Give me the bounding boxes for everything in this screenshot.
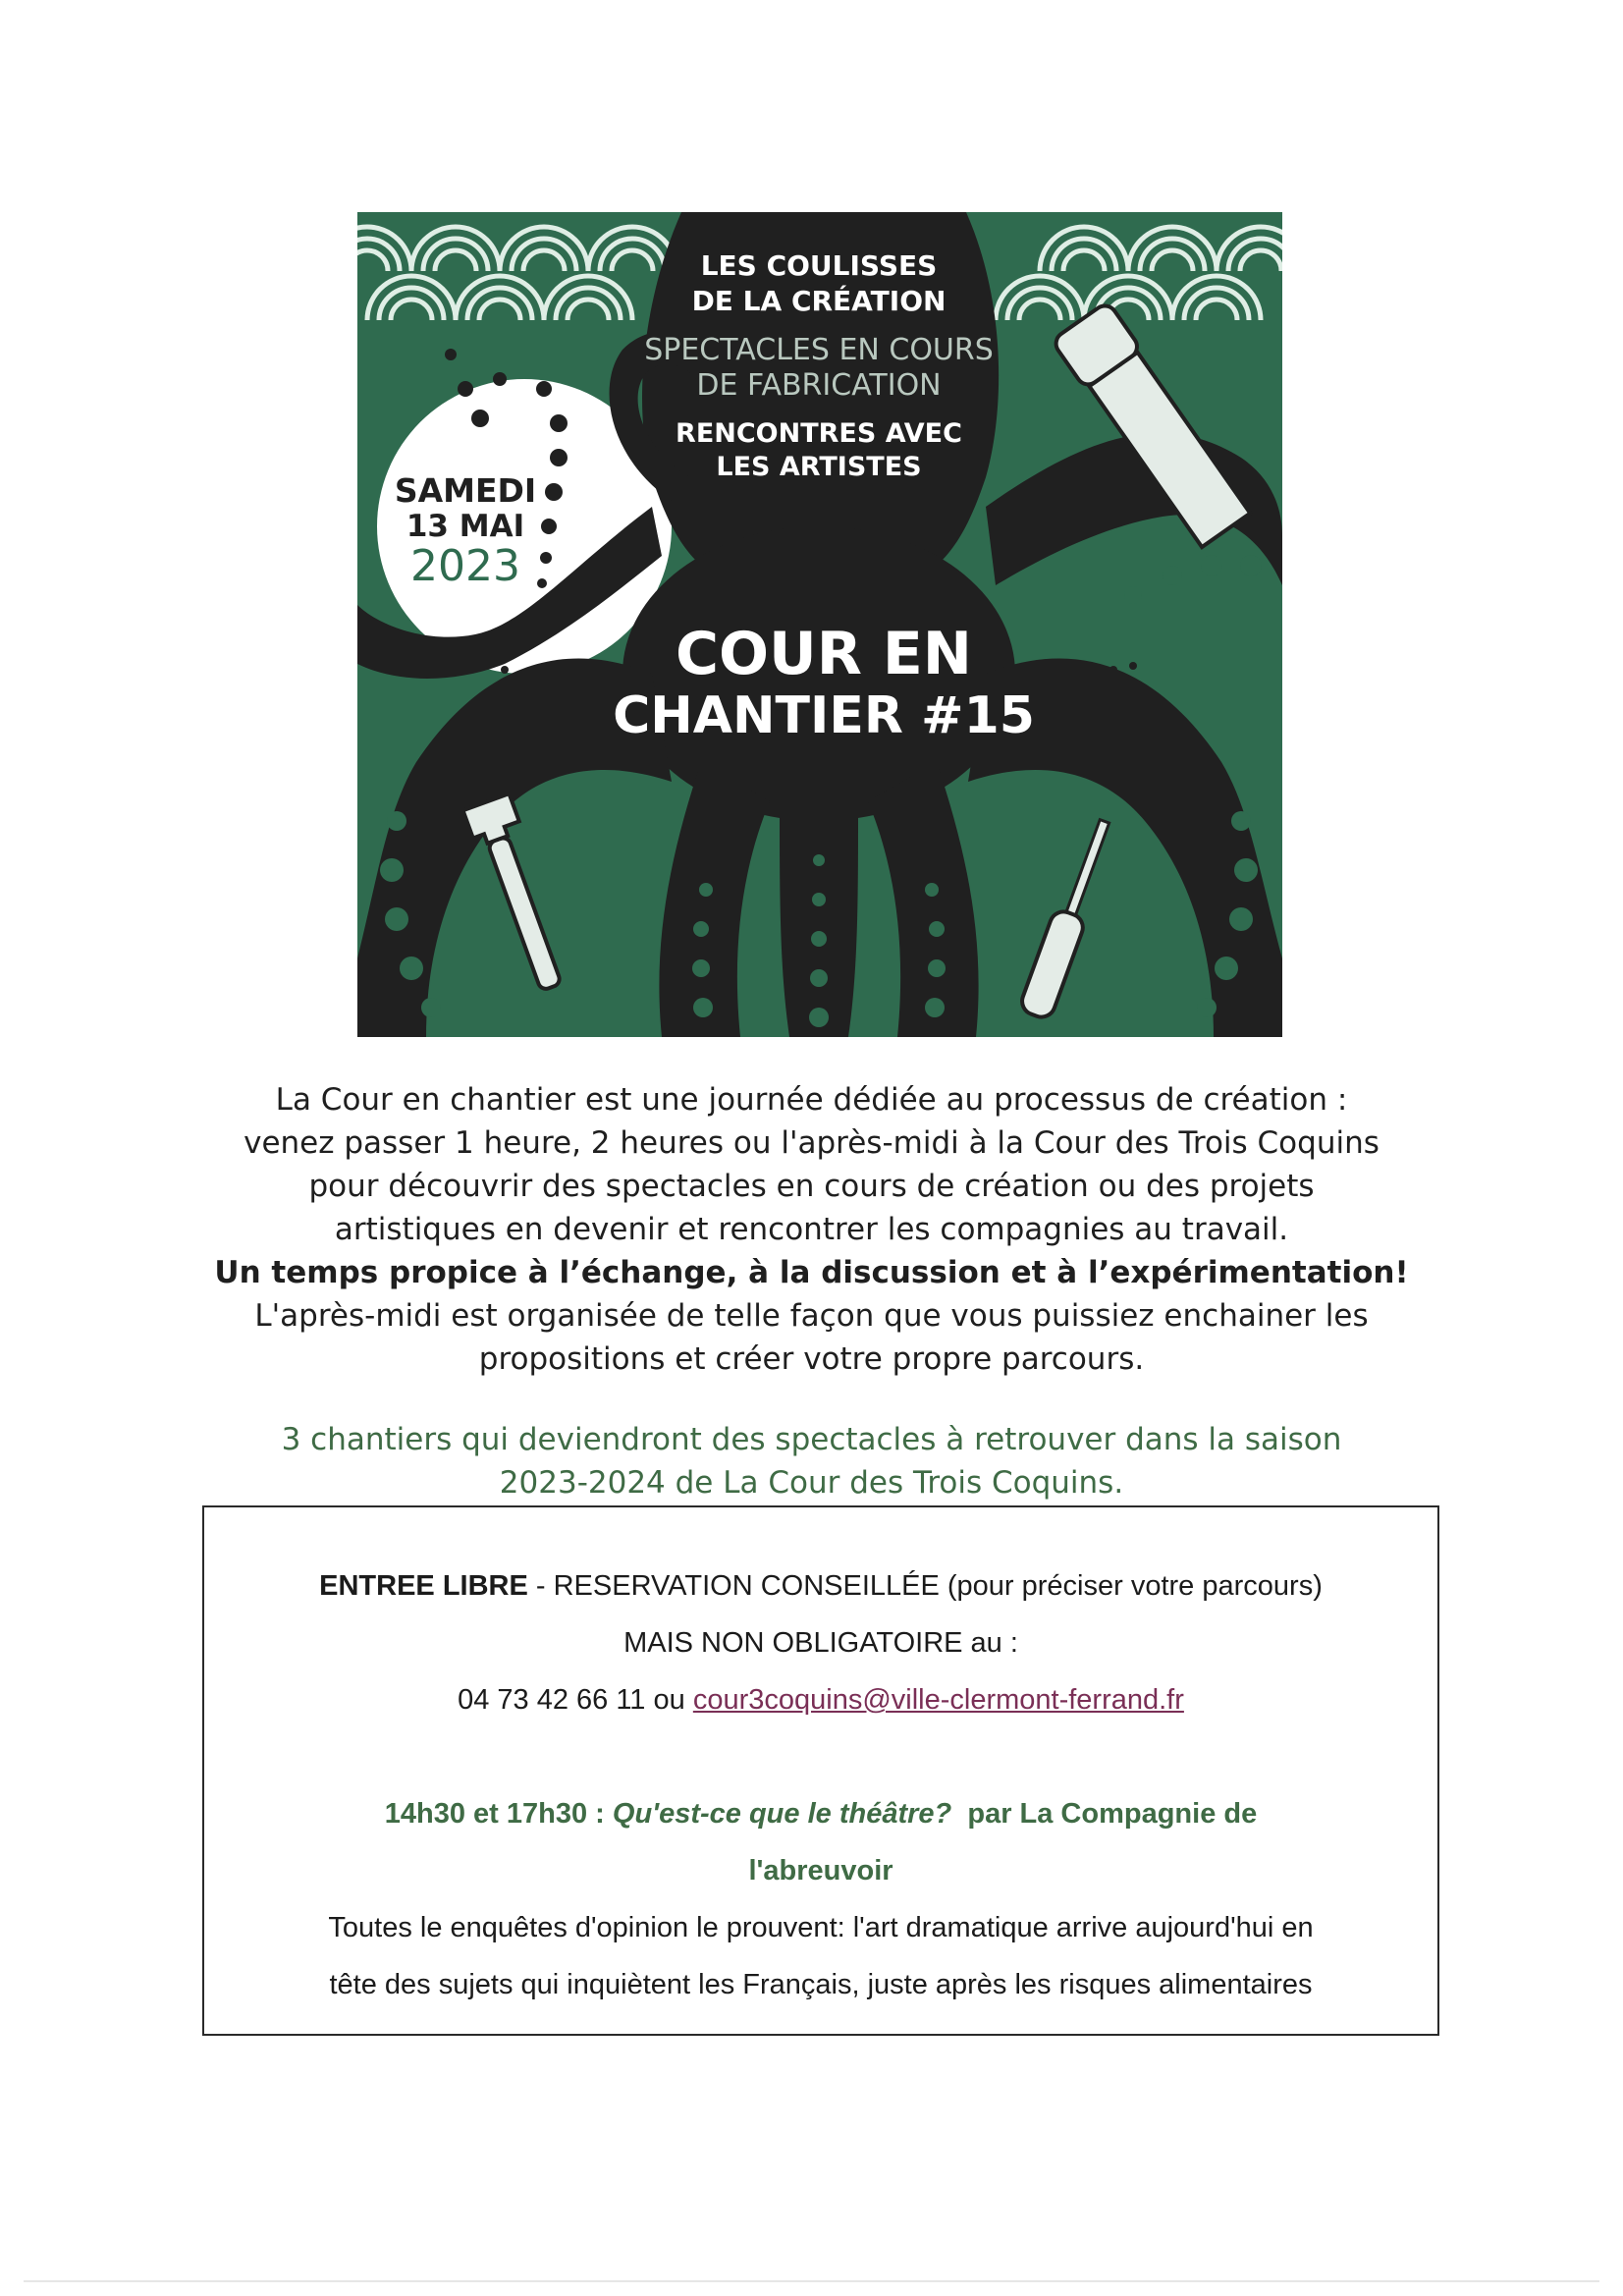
chantiers-line: 2023-2024 de La Cour des Trois Coquins. bbox=[499, 1465, 1124, 1501]
show-title: Qu'est-ce que le théâtre? bbox=[612, 1798, 952, 1830]
chantiers-announcement bbox=[147, 1418, 1476, 1504]
show-company-line: l'abreuvoir bbox=[748, 1855, 893, 1886]
email-link[interactable]: cour3coquins@ville-clermont-ferrand.fr bbox=[692, 1684, 1184, 1716]
reservation-text: - RESERVATION CONSEILLÉE (pour préciser votre parcours) bbox=[527, 1570, 1323, 1602]
intro-line: venez passer 1 heure, 2 heures ou l'après-midi à la Cour des Trois Coquins bbox=[243, 1125, 1380, 1161]
mais-line: MAIS NON OBLIGATOIRE au : bbox=[623, 1627, 1018, 1659]
header-line-5: RENCONTRES AVEC bbox=[676, 418, 962, 449]
show-times: 14h30 et 17h30 : bbox=[384, 1798, 613, 1830]
header-line-2: DE LA CRÉATION bbox=[691, 285, 947, 317]
contact-line bbox=[204, 1680, 1437, 1720]
info-box bbox=[202, 1505, 1439, 2036]
show-line bbox=[204, 1794, 1437, 1833]
intro-paragraph bbox=[147, 1078, 1476, 1381]
intro-line: artistiques en devenir et rencontrer les compagnies au travail. bbox=[334, 1212, 1289, 1247]
header-line-4: DE FABRICATION bbox=[696, 368, 942, 403]
poster-title-line-2: CHANTIER #15 bbox=[613, 686, 1035, 745]
description-line-2: tête des sujets qui inquiètent les Français, juste après les risques alimentaires bbox=[329, 1969, 1313, 2000]
intro-line: propositions et créer votre propre parcours. bbox=[478, 1341, 1145, 1377]
date-day: SAMEDI bbox=[394, 471, 537, 510]
entree-line bbox=[204, 1566, 1437, 1606]
header-line-1: LES COULISSES bbox=[700, 249, 938, 282]
description-line-1: Toutes le enquêtes d'opinion le prouvent: l'art dramatique arrive aujourd'hui en bbox=[328, 1912, 1314, 1943]
intro-line: L'après-midi est organisée de telle façon que vous puissiez enchainer les bbox=[254, 1298, 1369, 1334]
intro-line: La Cour en chantier est une journée dédiée au processus de création : bbox=[275, 1082, 1348, 1118]
intro-line: pour découvrir des spectacles en cours de création ou des projets bbox=[308, 1169, 1315, 1204]
show-by: par La Compagnie de bbox=[951, 1798, 1258, 1830]
intro-highlight-line: Un temps propice à l’échange, à la discussion et à l’expérimentation! bbox=[214, 1255, 1409, 1290]
entree-libre-label: ENTREE LIBRE bbox=[319, 1570, 528, 1602]
poster-title-line-1: COUR EN bbox=[675, 620, 973, 688]
or-word: ou bbox=[645, 1684, 693, 1716]
scan-edge-line bbox=[24, 2280, 1599, 2282]
date-year: 2023 bbox=[410, 541, 520, 591]
header-line-3: SPECTACLES EN COURS bbox=[644, 333, 994, 367]
poster-image bbox=[357, 212, 1282, 1037]
header-line-6: LES ARTISTES bbox=[716, 452, 922, 482]
chantiers-line: 3 chantiers qui deviendront des spectacles à retrouver dans la saison bbox=[281, 1422, 1342, 1457]
date-daymonth: 13 MAI bbox=[406, 509, 525, 544]
phone-number: 04 73 42 66 11 bbox=[458, 1684, 646, 1716]
